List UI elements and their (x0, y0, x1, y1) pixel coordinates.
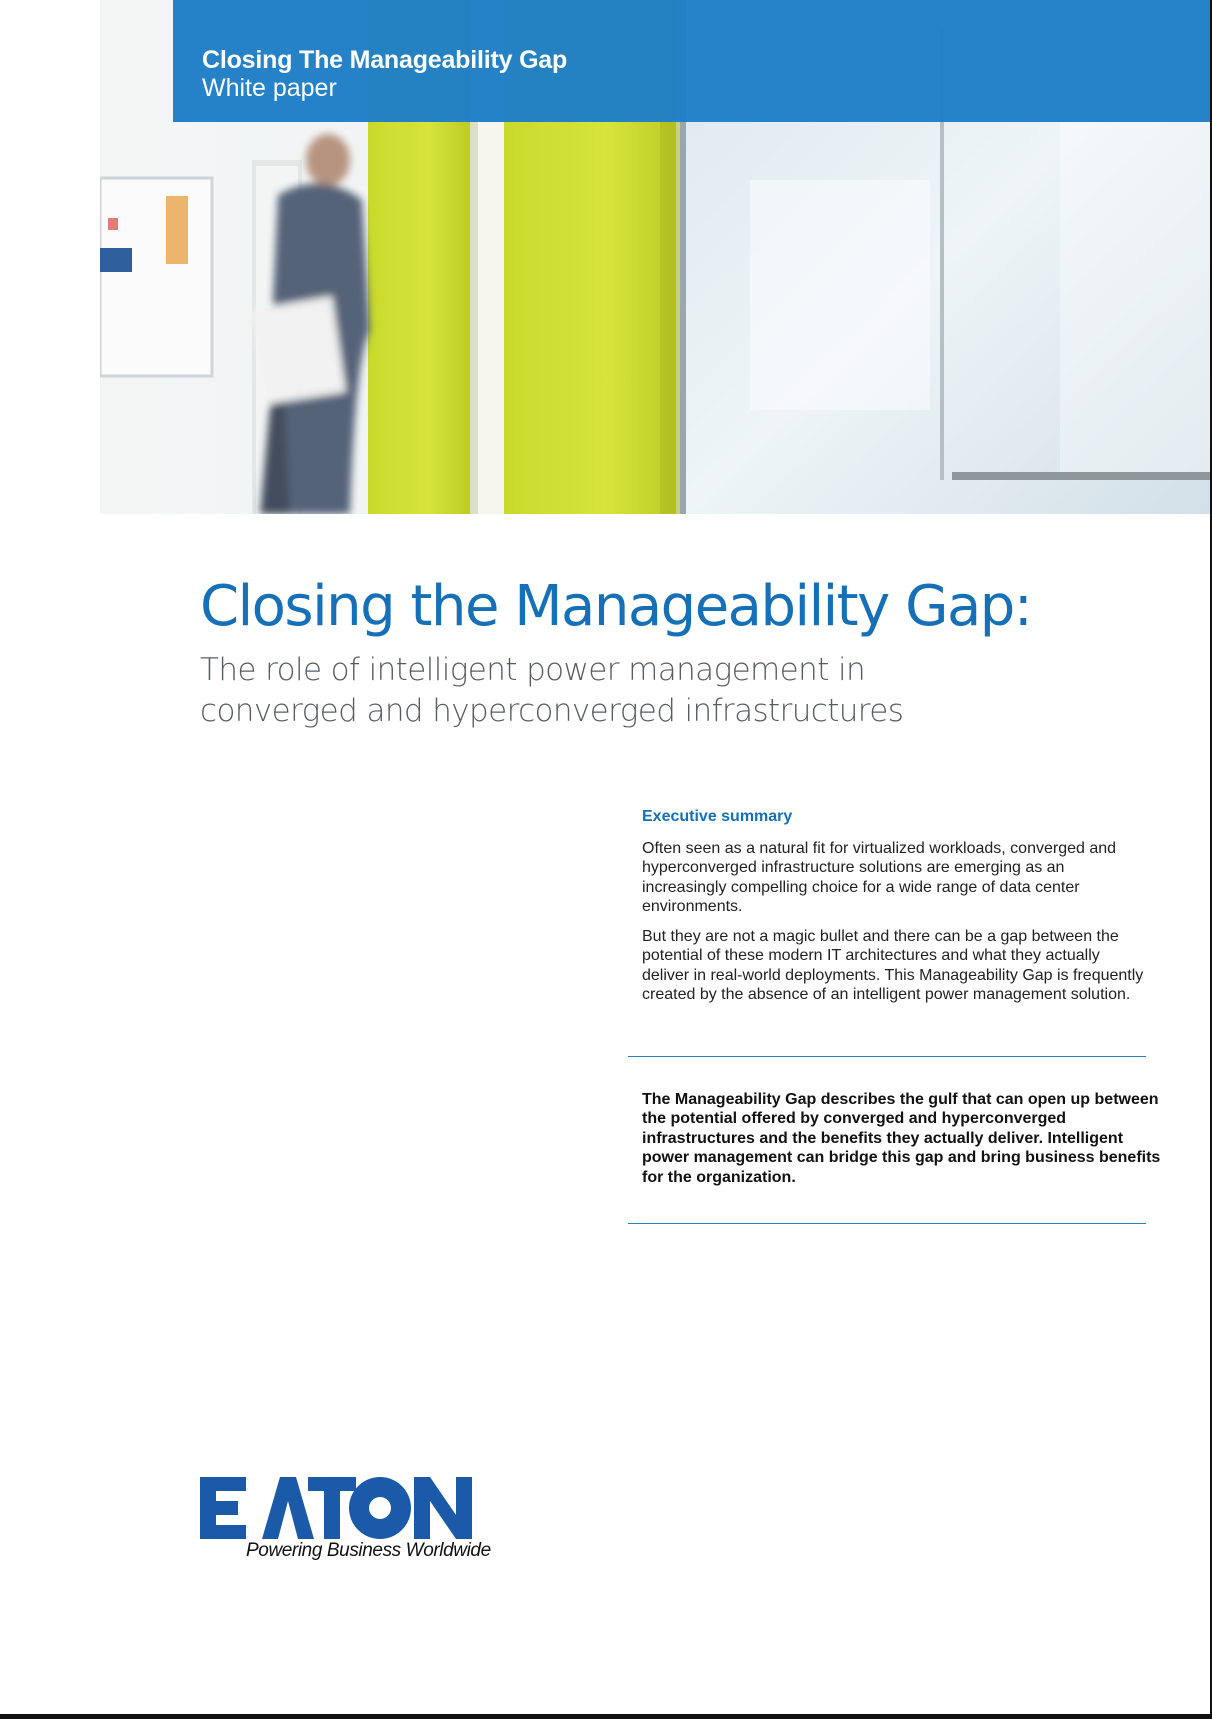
executive-summary-paragraph: But they are not a magic bullet and there can be a gap between the potential of these modern IT architectures and what they actually deliver in real-world deployments. This Manageability Gap is frequently created by the absence of an intelligent power management solution. (642, 928, 1144, 1004)
eaton-logo-icon (200, 1471, 480, 1541)
page-border-bottom (0, 1714, 1212, 1719)
header-band (173, 0, 1212, 122)
callout-text: The Manageability Gap describes the gulf that can open up between the potential offered by converged and hyperconverged infrastructures and the benefits they actually deliver. Intelligent power management can bridge this gap and bring business benefits for the organization. (642, 1091, 1161, 1186)
divider-top (628, 1056, 1146, 1057)
header-title: Closing The Manageability Gap (202, 46, 568, 74)
executive-summary-paragraph: Often seen as a natural fit for virtualized workloads, converged and hyperconverged infrastructure solutions are emerging as an increasingly compelling choice for a wide range of data center environments. (642, 840, 1117, 915)
executive-summary (642, 808, 1150, 1015)
divider-bottom (628, 1223, 1146, 1224)
document-title: Closing the Manageability Gap: (200, 574, 1032, 639)
executive-summary-heading: Executive summary (642, 808, 793, 825)
document-subtitle: The role of intelligent power management in converged and hyperconverged infrastructures (200, 652, 904, 729)
header-subtitle: White paper (202, 74, 337, 102)
brand-tagline: Powering Business Worldwide (246, 1540, 491, 1561)
